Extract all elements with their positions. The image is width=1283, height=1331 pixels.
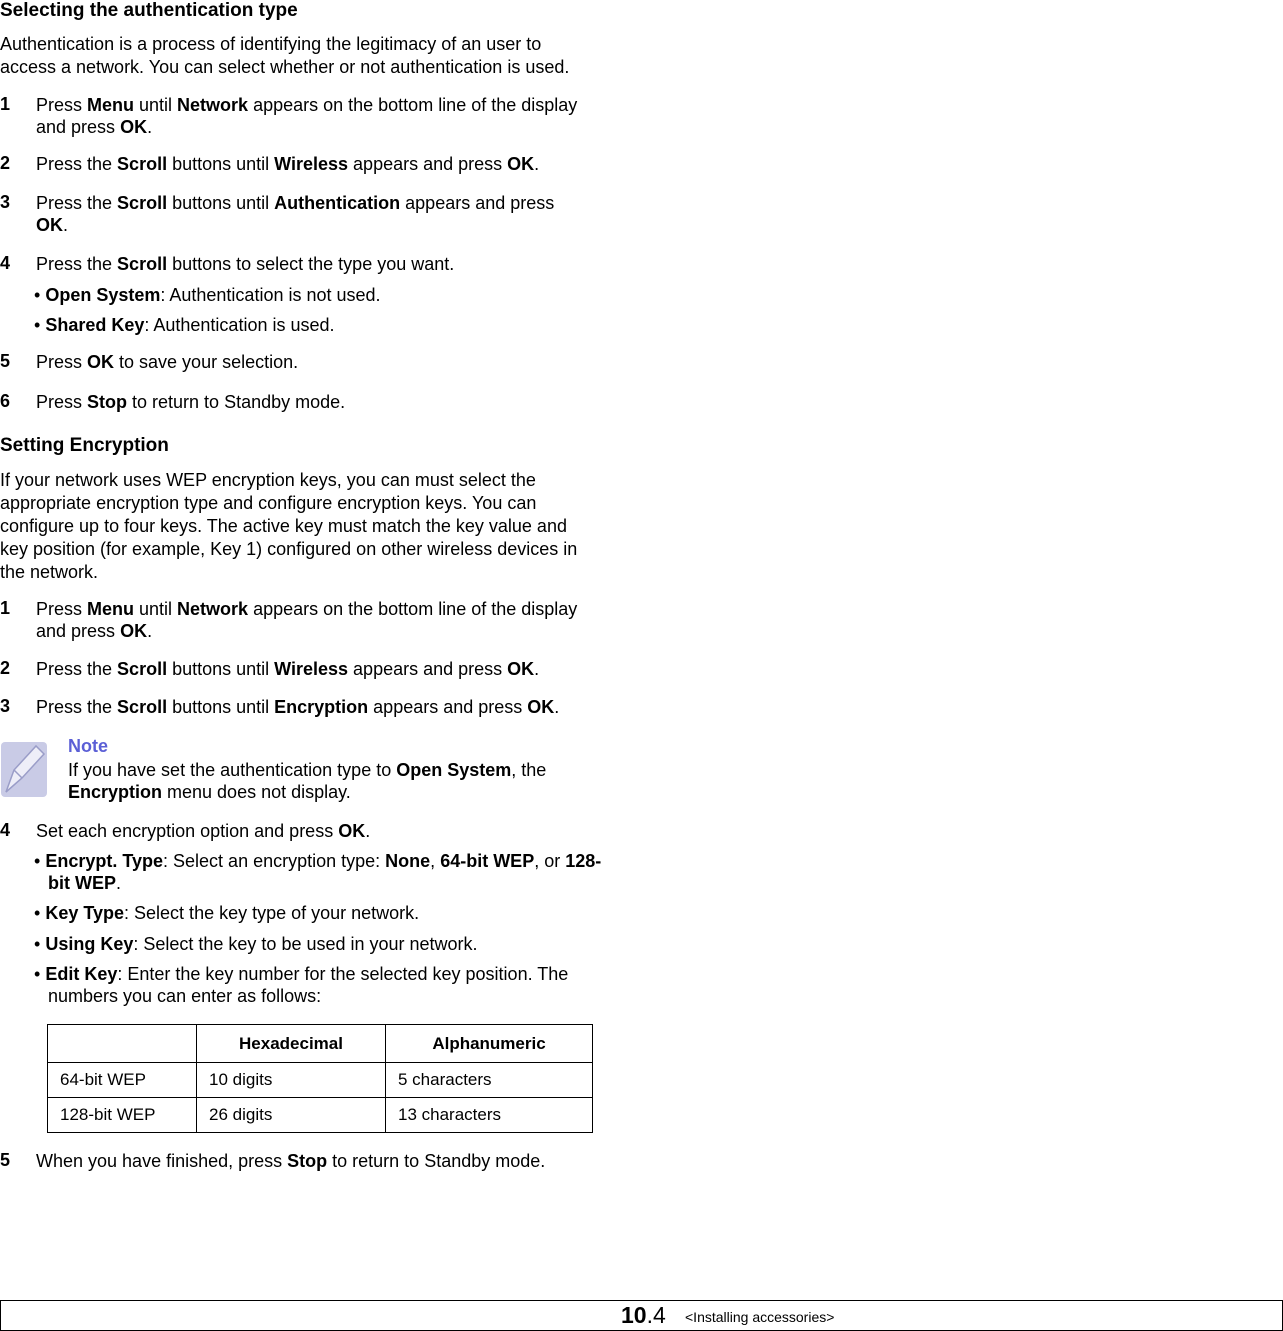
auth-intro: Authentication is a process of identifying the legitimacy of an user to access a network. You can select whether or not authentication is used. bbox=[0, 34, 570, 77]
enc-bullet-encrypt-type: • Encrypt. Type: Select an encryption type: None, 64-bit WEP, or 128-bit WEP. bbox=[34, 851, 602, 893]
table-cell: 5 characters bbox=[386, 1063, 593, 1098]
step-number: 4 bbox=[0, 820, 11, 840]
auth-step-2: Press the Scroll buttons until Wireless appears and press OK. bbox=[36, 154, 540, 174]
table-cell: 10 digits bbox=[197, 1063, 386, 1098]
step-number: 3 bbox=[0, 192, 11, 212]
section-name: <Installing accessories> bbox=[685, 1309, 835, 1325]
enc-step-1: Press Menu until Network appears on the bottom line of the display and press OK. bbox=[36, 599, 578, 641]
step-number: 1 bbox=[0, 598, 11, 618]
table-row bbox=[48, 1063, 593, 1098]
enc-step-2: Press the Scroll buttons until Wireless appears and press OK. bbox=[36, 659, 540, 679]
step-number: 5 bbox=[0, 1150, 11, 1170]
auth-step-4: Press the Scroll buttons to select the type you want. bbox=[36, 254, 455, 274]
table-header: Hexadecimal bbox=[197, 1025, 386, 1063]
auth-step-1: Press Menu until Network appears on the bottom line of the display and press OK. bbox=[36, 95, 578, 137]
section-heading-authentication: Selecting the authentication type bbox=[0, 0, 298, 21]
step-number: 6 bbox=[0, 391, 11, 411]
step-number: 4 bbox=[0, 253, 11, 273]
enc-step-4: Set each encryption option and press OK. bbox=[36, 821, 371, 841]
table-header bbox=[48, 1025, 197, 1063]
table-cell: 64-bit WEP bbox=[48, 1063, 197, 1098]
page-number: 10.4 bbox=[621, 1302, 666, 1328]
table-header: Alphanumeric bbox=[386, 1025, 593, 1063]
page-footer bbox=[0, 1300, 1283, 1331]
step-number: 5 bbox=[0, 351, 11, 371]
enc-intro: If your network uses WEP encryption keys, you can must select the appropriate encryption type and configure encryption keys. You can configure up to four keys. The active key must match the key value and key position (for example, Key 1) configured on other wireless devices in the network. bbox=[0, 470, 578, 582]
note-body: If you have set the authentication type to Open System, the Encryption menu does not display. bbox=[68, 760, 547, 802]
table-cell: 26 digits bbox=[197, 1098, 386, 1133]
step-number: 1 bbox=[0, 94, 11, 114]
auth-bullet-shared-key: • Shared Key: Authentication is used. bbox=[34, 315, 335, 335]
table-row bbox=[48, 1098, 593, 1133]
step-number: 2 bbox=[0, 153, 11, 173]
enc-bullet-key-type: • Key Type: Select the key type of your network. bbox=[34, 903, 420, 923]
auth-step-6: Press Stop to return to Standby mode. bbox=[36, 392, 346, 412]
table-header-row bbox=[48, 1025, 593, 1063]
auth-bullet-open-system: • Open System: Authentication is not used. bbox=[34, 285, 381, 305]
enc-bullet-using-key: • Using Key: Select the key to be used in your network. bbox=[34, 934, 478, 954]
step-number: 3 bbox=[0, 696, 11, 716]
table-cell: 13 characters bbox=[386, 1098, 593, 1133]
key-length-table bbox=[47, 1024, 593, 1133]
table-cell: 128-bit WEP bbox=[48, 1098, 197, 1133]
note-title: Note bbox=[68, 736, 108, 756]
auth-step-5: Press OK to save your selection. bbox=[36, 352, 299, 372]
step-number: 2 bbox=[0, 658, 11, 678]
enc-step-3: Press the Scroll buttons until Encryption appears and press OK. bbox=[36, 697, 560, 717]
section-heading-encryption: Setting Encryption bbox=[0, 435, 169, 456]
enc-bullet-edit-key: • Edit Key: Enter the key number for the selected key position. The numbers you can enter as follows: bbox=[34, 964, 569, 1006]
note-icon bbox=[0, 740, 48, 798]
auth-step-3: Press the Scroll buttons until Authentication appears and press OK. bbox=[36, 193, 555, 235]
enc-step-5: When you have finished, press Stop to return to Standby mode. bbox=[36, 1151, 546, 1171]
